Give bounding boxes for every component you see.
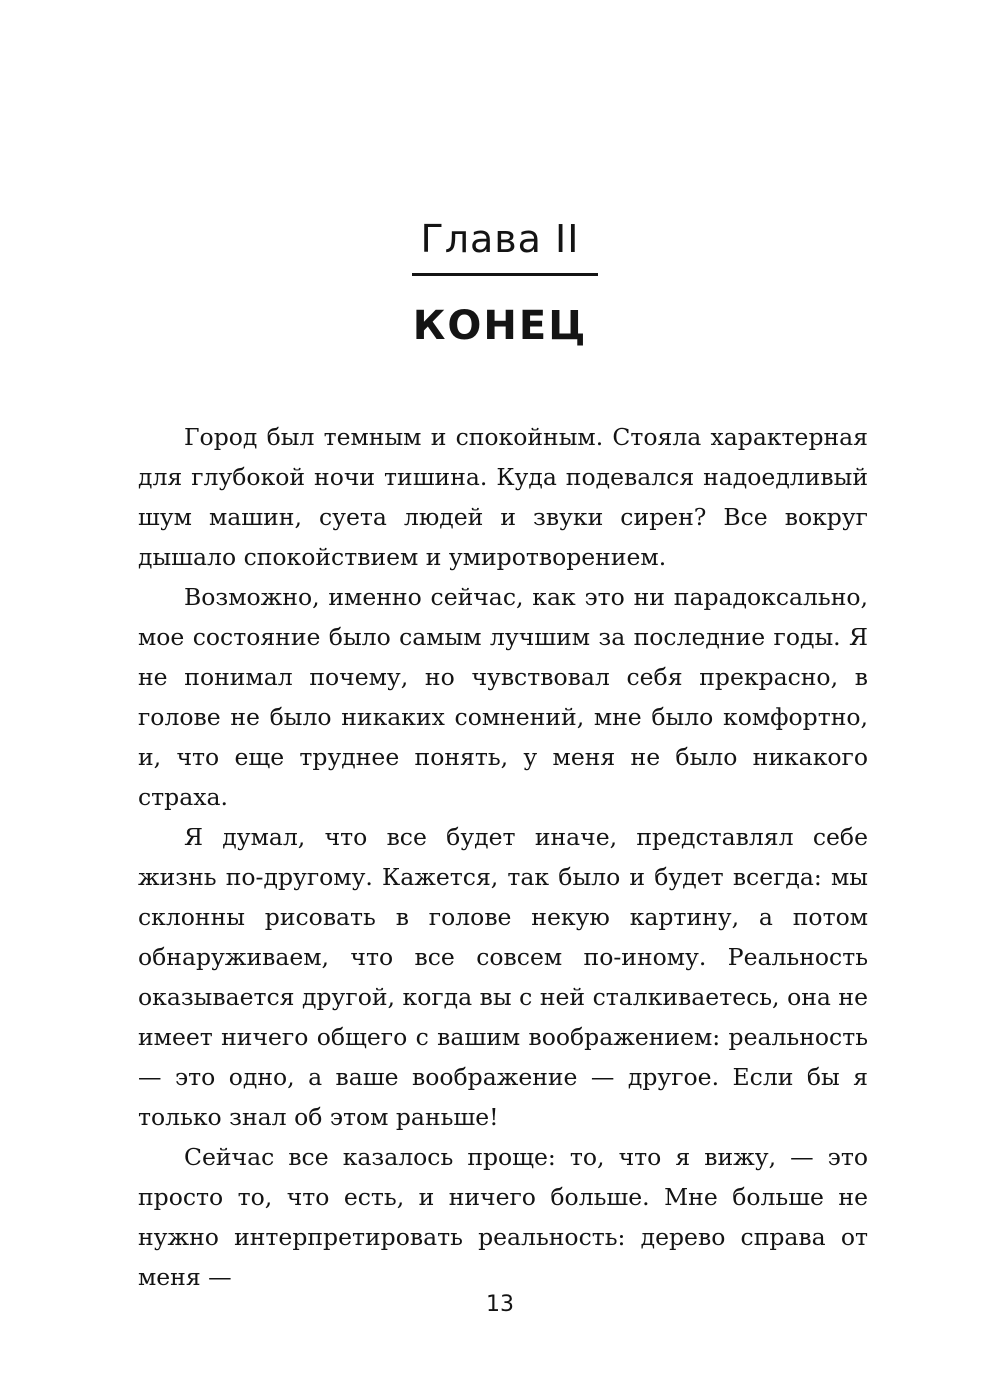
paragraph: Город был темным и спокойным. Стояла характерная для глубокой ночи тишина. Куда подевался надоедливый шум машин, суета людей и звуки сирен? Все вокруг дышало спокойствием и умиротворением. — [138, 423, 868, 571]
page-number: 13 — [486, 1292, 514, 1317]
chapter-body — [138, 417, 868, 1297]
paragraph: Сейчас все казалось проще: то, что я вижу, — это просто то, что есть, и ничего больше. Мне больше не нужно интерпретировать реальность: дерево справа от меня — — [138, 1143, 868, 1291]
paragraph: Возможно, именно сейчас, как это ни парадоксально, мое состояние было самым лучшим за последние годы. Я не понимал почему, но чувствовал себя прекрасно, в голове не было никаких сомнений, мне было комфортно, и, что еще труднее понять, у меня не было никакого страха. — [138, 583, 868, 811]
chapter-divider — [412, 273, 598, 276]
chapter-title: КОНЕЦ — [412, 303, 588, 349]
paragraph: Я думал, что все будет иначе, представлял себе жизнь по-другому. Кажется, так было и будет всегда: мы склонны рисовать в голове некую картину, а потом обнаруживаем, что все совсем по-иному. Реальность оказывается другой, когда вы с ней сталкиваетесь, она не имеет ничего общего с вашим воображением: реальность — это одно, а ваше воображение — другое. Если бы я только знал об этом раньше! — [138, 823, 868, 1131]
chapter-label: Глава II — [420, 217, 580, 261]
